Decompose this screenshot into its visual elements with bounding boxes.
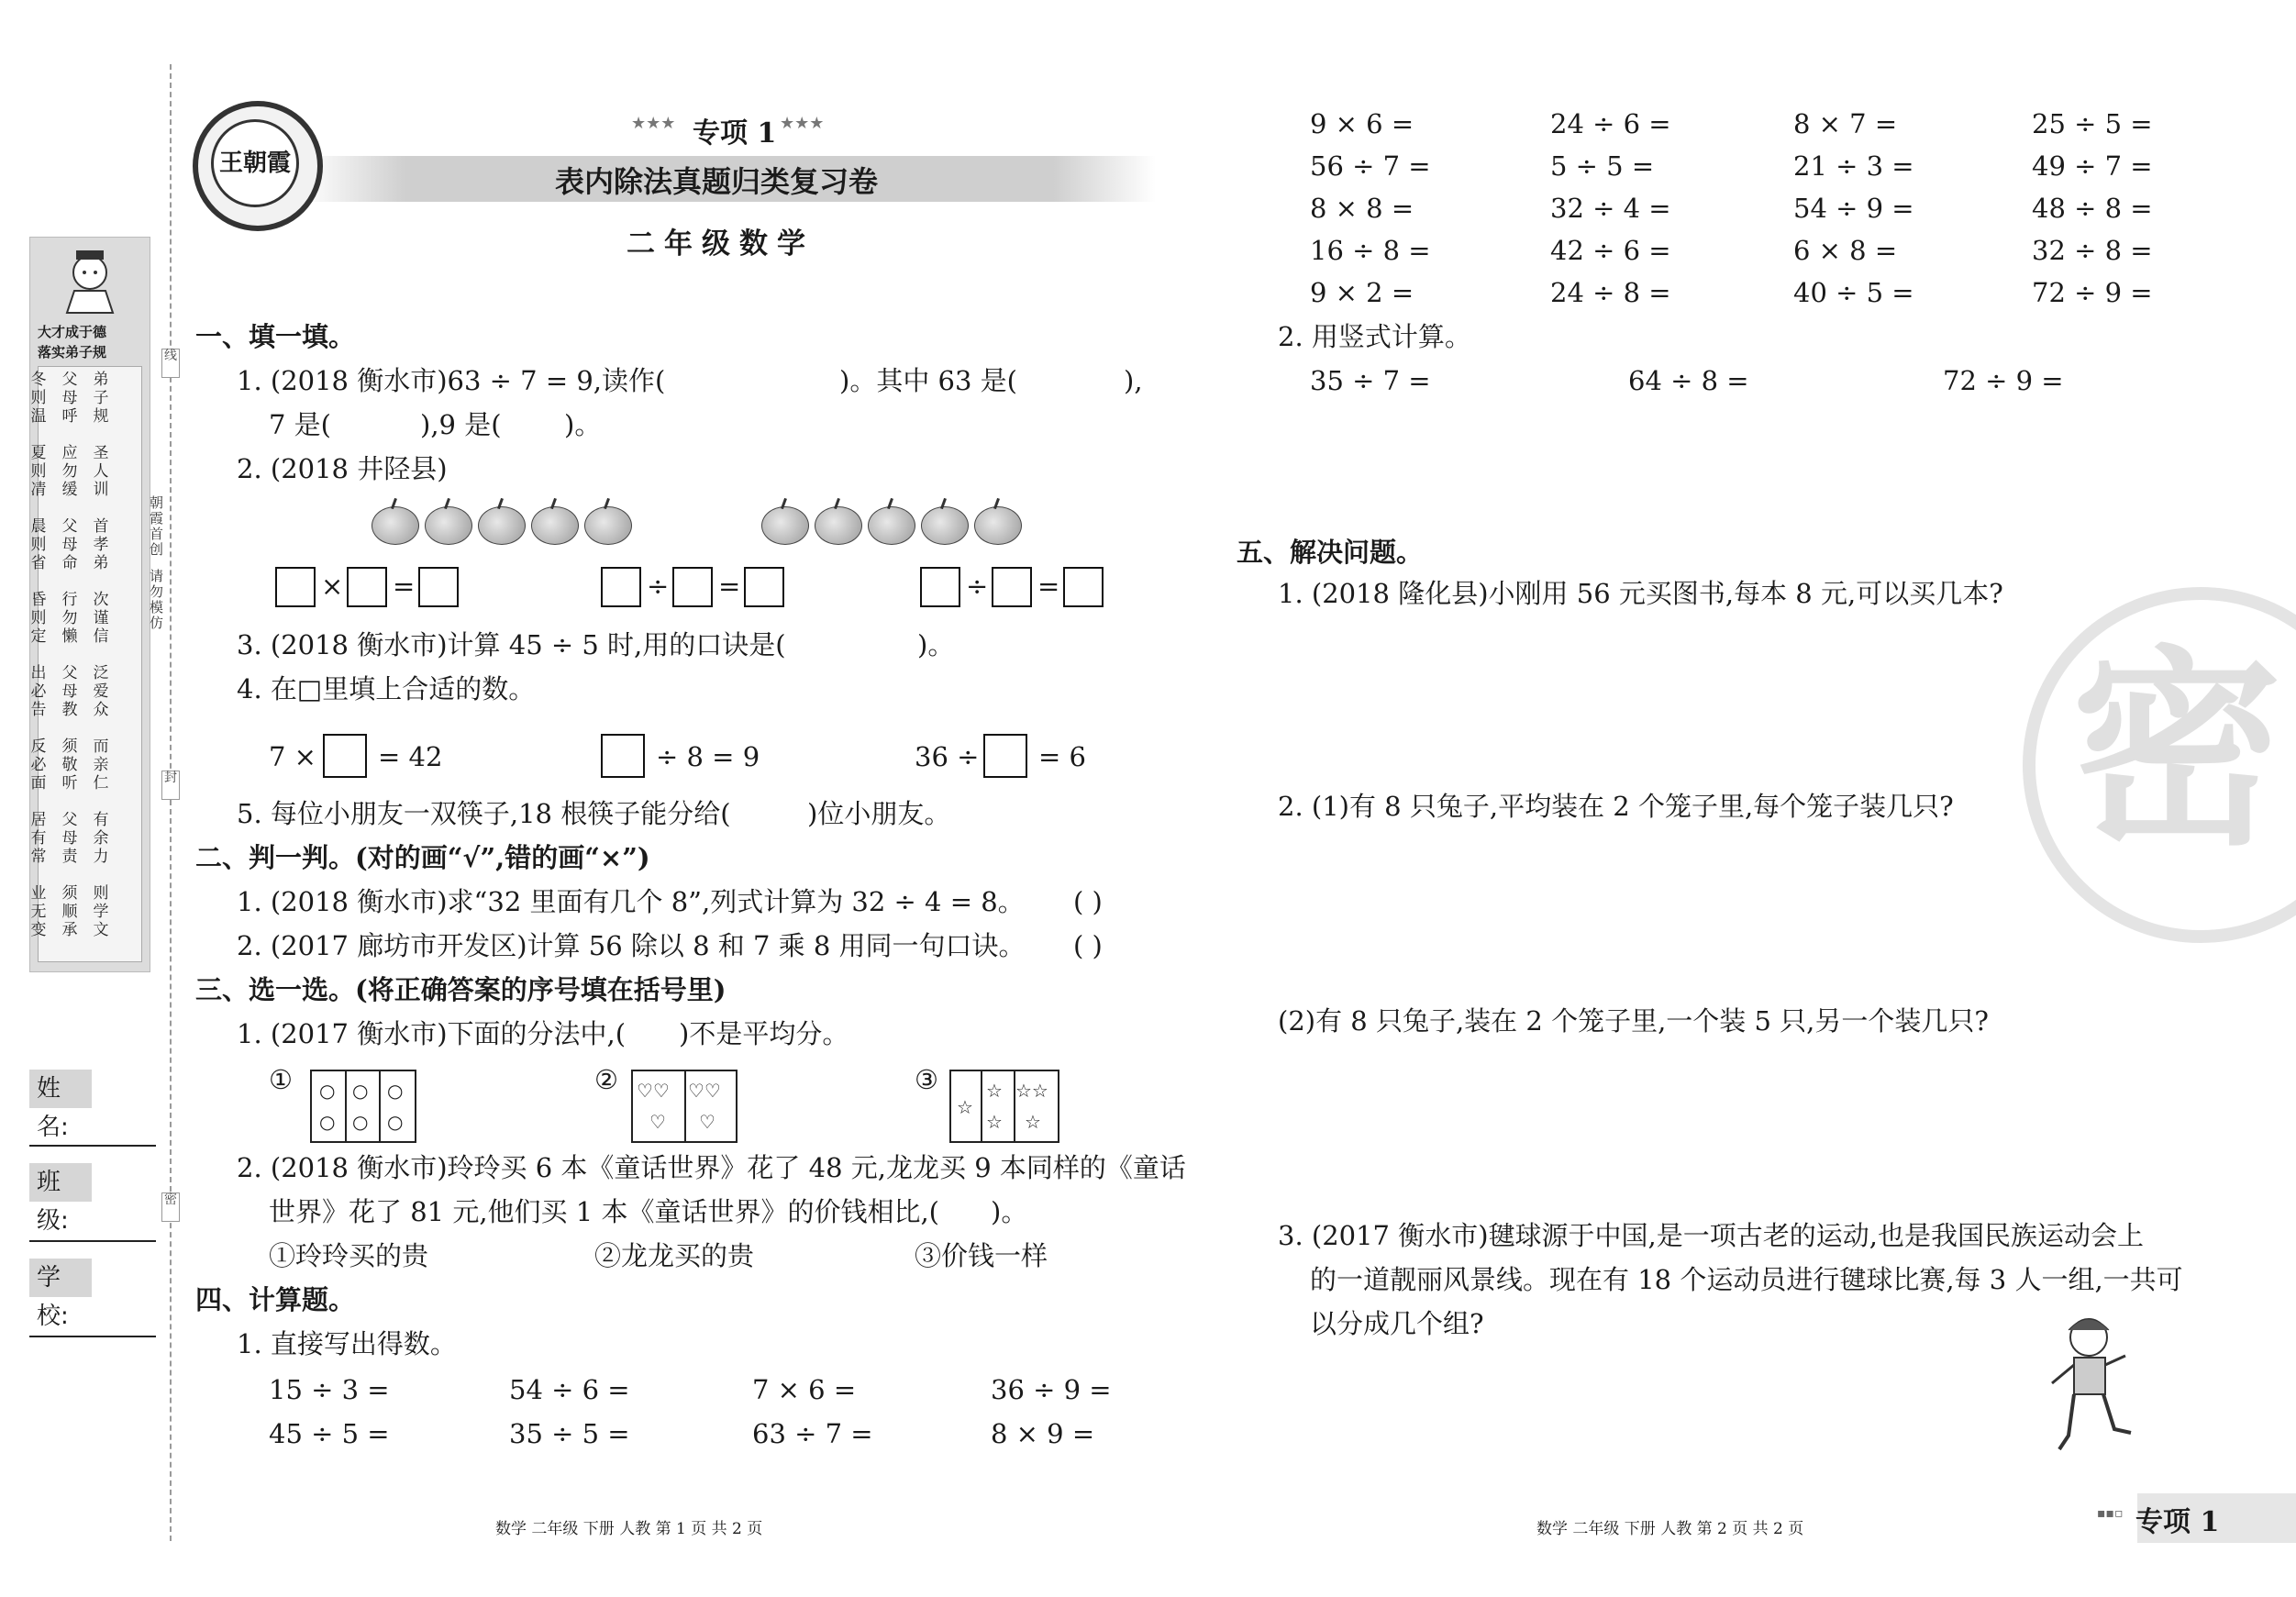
- side-note-1: 朝霞首创: [150, 494, 164, 558]
- footer-right: 数学 二年级 下册 人教 第 2 页 共 2 页: [1536, 1520, 1804, 1538]
- side-note-2: 请勿模仿: [150, 568, 164, 631]
- calc-item: 42 ÷ 6 =: [1550, 235, 1671, 266]
- s2-q1: 1. (2018 衡水市)求“32 里面有几个 8”,列式计算为 32 ÷ 4 = 8。: [237, 886, 1025, 917]
- school-field[interactable]: [29, 1336, 156, 1337]
- rule-column: 则学文: [93, 884, 109, 939]
- footer-tag: 专项 1: [2135, 1506, 2220, 1538]
- calc-item: 32 ÷ 4 =: [1550, 193, 1671, 224]
- answer-box[interactable]: [418, 567, 459, 607]
- calc-item: 63 ÷ 7 =: [752, 1418, 873, 1449]
- section-5-heading: 五、解决问题。: [1237, 537, 1424, 568]
- apple-icon: [974, 506, 1022, 545]
- s1-q1-part-d: 7 是(: [269, 409, 331, 440]
- s4-sub-1: 1. 直接写出得数。: [237, 1328, 457, 1359]
- calc-item: 54 ÷ 6 =: [509, 1374, 630, 1405]
- calc-item: 7 × 6 =: [752, 1374, 857, 1405]
- s4-sub-2: 2. 用竖式计算。: [1278, 321, 1471, 352]
- s5-q1: 1. (2018 隆化县)小刚用 56 元买图书,每本 8 元,可以买几本?: [1278, 578, 2003, 609]
- calc-item: 56 ÷ 7 =: [1310, 150, 1431, 182]
- s1-q4: 4. 在□里填上合适的数。: [237, 673, 536, 704]
- s1-q3-part-b: )。: [917, 629, 955, 660]
- rule-column: 居有常: [30, 811, 47, 866]
- secret-stamp-char: 密: [2071, 629, 2283, 874]
- name-field[interactable]: [29, 1145, 156, 1147]
- s2-q2: 2. (2017 廊坊市开发区)计算 56 除以 8 和 7 乘 8 用同一句口诀。: [237, 930, 1026, 961]
- answer-box[interactable]: [992, 567, 1032, 607]
- calc-item: 16 ÷ 8 =: [1310, 235, 1431, 266]
- apple-icon: [425, 506, 472, 545]
- name-label: 姓 名:: [29, 1070, 92, 1108]
- s1-q3-part-a: 3. (2018 衡水市)计算 45 ÷ 5 时,用的口诀是(: [237, 629, 786, 660]
- section-2-heading: 二、判一判。(对的画“√”,错的画“×”): [195, 842, 650, 873]
- class-label: 班 级:: [29, 1163, 92, 1202]
- rule-column: 应勿缓: [61, 444, 78, 499]
- s5-q3-line-2: 的一道靓丽风景线。现在有 18 个运动员进行毽球比赛,每 3 人一组,一共可: [1310, 1264, 2183, 1295]
- s3-q1-part-a: 1. (2017 衡水市)下面的分法中,(: [237, 1018, 627, 1049]
- calc-item: 9 × 6 =: [1310, 108, 1414, 139]
- q4-item-3-pre: 36 ÷: [915, 741, 980, 772]
- rule-column: 业无变: [30, 884, 47, 939]
- answer-box[interactable]: [1063, 567, 1104, 607]
- answer-box[interactable]: [323, 734, 367, 778]
- answer-box[interactable]: [920, 567, 960, 607]
- calc-item: 32 ÷ 8 =: [2032, 235, 2153, 266]
- rule-column: 夏则凊: [30, 444, 47, 499]
- section-1-heading: 一、填一填。: [195, 321, 356, 352]
- option-2-label: ②: [594, 1064, 618, 1095]
- op-divide: ÷: [647, 571, 670, 602]
- rule-column: 有余力: [93, 811, 109, 866]
- option-1-figure: ○ ○ ○ ○ ○ ○: [310, 1070, 416, 1143]
- page-subtitle: 二年级数学: [627, 227, 815, 261]
- boy-figure-icon: [58, 247, 122, 316]
- s1-q1-part-f: )。: [564, 409, 602, 440]
- calc-item: 54 ÷ 9 =: [1793, 193, 1914, 224]
- rule-column: 反必面: [30, 738, 47, 793]
- q4-item-2-post: ÷ 8 = 9: [656, 741, 760, 772]
- logo-text: 王朝霞: [211, 119, 299, 207]
- answer-box[interactable]: [601, 567, 641, 607]
- s3-q1-part-b: )不是平均分。: [679, 1018, 849, 1049]
- apple-icon: [921, 506, 969, 545]
- seal-mark-seal: 封: [161, 771, 180, 800]
- judge-paren[interactable]: ( ): [1073, 886, 1103, 917]
- choice-1: ①玲玲买的贵: [269, 1240, 429, 1271]
- motto-2: 落实弟子规: [38, 344, 107, 360]
- footer-left: 数学 二年级 下册 人教 第 1 页 共 2 页: [495, 1520, 763, 1538]
- s5-q2-part-2: (2)有 8 只兔子,装在 2 个笼子里,一个装 5 只,另一个装几只?: [1278, 1005, 1989, 1037]
- answer-box[interactable]: [744, 567, 784, 607]
- rule-column: 晨则省: [30, 517, 47, 572]
- rule-column: 而亲仁: [93, 738, 109, 793]
- rule-column: 父母责: [61, 811, 78, 866]
- calc-item: 24 ÷ 8 =: [1550, 277, 1671, 308]
- answer-box[interactable]: [601, 734, 645, 778]
- calc-item: 45 ÷ 5 =: [269, 1418, 390, 1449]
- rule-column: 行勿懒: [61, 591, 78, 646]
- op-equals: =: [1037, 571, 1060, 602]
- s5-q3-line-1: 3. (2017 衡水市)毽球源于中国,是一项古老的运动,也是我国民族运动会上: [1278, 1220, 2144, 1251]
- s1-q5-part-b: )位小朋友。: [807, 798, 951, 829]
- rule-column: 须敬听: [61, 738, 78, 793]
- option-2-figure: ♡♡ ♡ ♡♡ ♡: [631, 1070, 738, 1143]
- project-tag: 专项 1: [693, 117, 777, 150]
- class-field[interactable]: [29, 1240, 156, 1242]
- calc-item: 25 ÷ 5 =: [2032, 108, 2153, 139]
- stars-left-icon: ★★★: [631, 114, 676, 133]
- calc-item: 8 × 8 =: [1310, 193, 1414, 224]
- stars-right-icon: ★★★: [780, 114, 825, 133]
- rule-column: 须顺承: [61, 884, 78, 939]
- school-label: 学 校:: [29, 1259, 92, 1297]
- judge-paren[interactable]: ( ): [1073, 930, 1103, 961]
- section-4-heading: 四、计算题。: [195, 1284, 356, 1315]
- answer-box[interactable]: [275, 567, 316, 607]
- rule-column: 父母命: [61, 517, 78, 572]
- girl-figure-icon: [2041, 1312, 2142, 1458]
- rule-column: 父母呼: [61, 371, 78, 426]
- s3-q2-line-2: 世界》花了 81 元,他们买 1 本《童话世界》的价钱相比,(: [269, 1196, 939, 1227]
- rule-column: 泛爱众: [93, 664, 109, 719]
- s1-q1-part-a: 1. (2018 衡水市)63 ÷ 7 = 9,读作(: [237, 365, 666, 396]
- vertical-calc-2: 64 ÷ 8 =: [1628, 365, 1749, 396]
- rules-columns: [38, 366, 142, 962]
- op-divide: ÷: [966, 571, 989, 602]
- q4-item-1-post: = 42: [378, 741, 443, 772]
- rule-column: 出必告: [30, 664, 47, 719]
- vertical-calc-3: 72 ÷ 9 =: [1943, 365, 2064, 396]
- brand-logo: [193, 101, 323, 231]
- calc-item: 8 × 7 =: [1793, 108, 1898, 139]
- rule-column: 昏则定: [30, 591, 47, 646]
- calc-item: 8 × 9 =: [991, 1418, 1095, 1449]
- apple-icon: [761, 506, 809, 545]
- option-1-label: ①: [269, 1064, 293, 1095]
- choice-2: ②龙龙买的贵: [594, 1240, 755, 1271]
- s3-q2-line-1: 2. (2018 衡水市)玲玲买 6 本《童话世界》花了 48 元,龙龙买 9 本同样的《童话: [237, 1152, 1186, 1183]
- q4-item-3-post: = 6: [1038, 741, 1086, 772]
- calc-item: 15 ÷ 3 =: [269, 1374, 390, 1405]
- apple-icon: [478, 506, 526, 545]
- op-times: ×: [321, 571, 344, 602]
- apple-icon: [372, 506, 419, 545]
- choice-3: ③价钱一样: [915, 1240, 1048, 1271]
- s1-q1-part-e: ),9 是(: [420, 409, 502, 440]
- seal-mark-secret: 密: [161, 1192, 180, 1222]
- s1-q1-part-b: )。其中 63 是(: [839, 365, 1017, 396]
- calc-item: 72 ÷ 9 =: [2032, 277, 2153, 308]
- s1-q5-part-a: 5. 每位小朋友一双筷子,18 根筷子能分给(: [237, 798, 731, 829]
- calc-item: 21 ÷ 3 =: [1793, 150, 1914, 182]
- motto-1: 大才成于德: [38, 324, 107, 340]
- cut-line: [170, 64, 172, 1541]
- apple-icon: [815, 506, 862, 545]
- section-3-heading: 三、选一选。(将正确答案的序号填在括号里): [195, 974, 727, 1005]
- option-3-label: ③: [915, 1064, 938, 1095]
- rule-column: 首孝弟: [93, 517, 109, 572]
- apple-icon: [531, 506, 579, 545]
- calc-item: 5 ÷ 5 =: [1550, 150, 1655, 182]
- calc-item: 40 ÷ 5 =: [1793, 277, 1914, 308]
- footer-dots-icon: ▪▪▫: [2097, 1506, 2124, 1521]
- s1-q2: 2. (2018 井陉县): [237, 453, 448, 484]
- s5-q3-line-3: 以分成几个组?: [1310, 1308, 1484, 1339]
- rule-column: 父母教: [61, 664, 78, 719]
- rule-column: 圣人训: [93, 444, 109, 499]
- s3-q2-line-3: )。: [991, 1196, 1028, 1227]
- calc-item: 9 × 2 =: [1310, 277, 1414, 308]
- option-3-figure: ☆ ☆ ☆ ☆☆ ☆: [949, 1070, 1059, 1143]
- op-equals: =: [393, 571, 416, 602]
- vertical-calc-1: 35 ÷ 7 =: [1310, 365, 1431, 396]
- page-title: 表内除法真题归类复习卷: [555, 164, 879, 199]
- calc-item: 6 × 8 =: [1793, 235, 1898, 266]
- answer-box[interactable]: [983, 734, 1027, 778]
- apple-icon: [584, 506, 632, 545]
- apple-icon: [868, 506, 915, 545]
- s1-q1-part-c: ),: [1124, 365, 1143, 396]
- answer-box[interactable]: [347, 567, 387, 607]
- s5-q2-part-1: 2. (1)有 8 只兔子,平均装在 2 个笼子里,每个笼子装几只?: [1278, 791, 1954, 822]
- rule-column: 次谨信: [93, 591, 109, 646]
- seal-mark-line: 线: [161, 349, 180, 378]
- calc-item: 24 ÷ 6 =: [1550, 108, 1671, 139]
- calc-item: 49 ÷ 7 =: [2032, 150, 2153, 182]
- calc-item: 36 ÷ 9 =: [991, 1374, 1112, 1405]
- op-equals: =: [718, 571, 741, 602]
- rule-column: 冬则温: [30, 371, 47, 426]
- rule-column: 弟子规: [93, 371, 109, 426]
- q4-item-1-pre: 7 ×: [269, 741, 316, 772]
- calc-item: 48 ÷ 8 =: [2032, 193, 2153, 224]
- calc-item: 35 ÷ 5 =: [509, 1418, 630, 1449]
- answer-box[interactable]: [672, 567, 713, 607]
